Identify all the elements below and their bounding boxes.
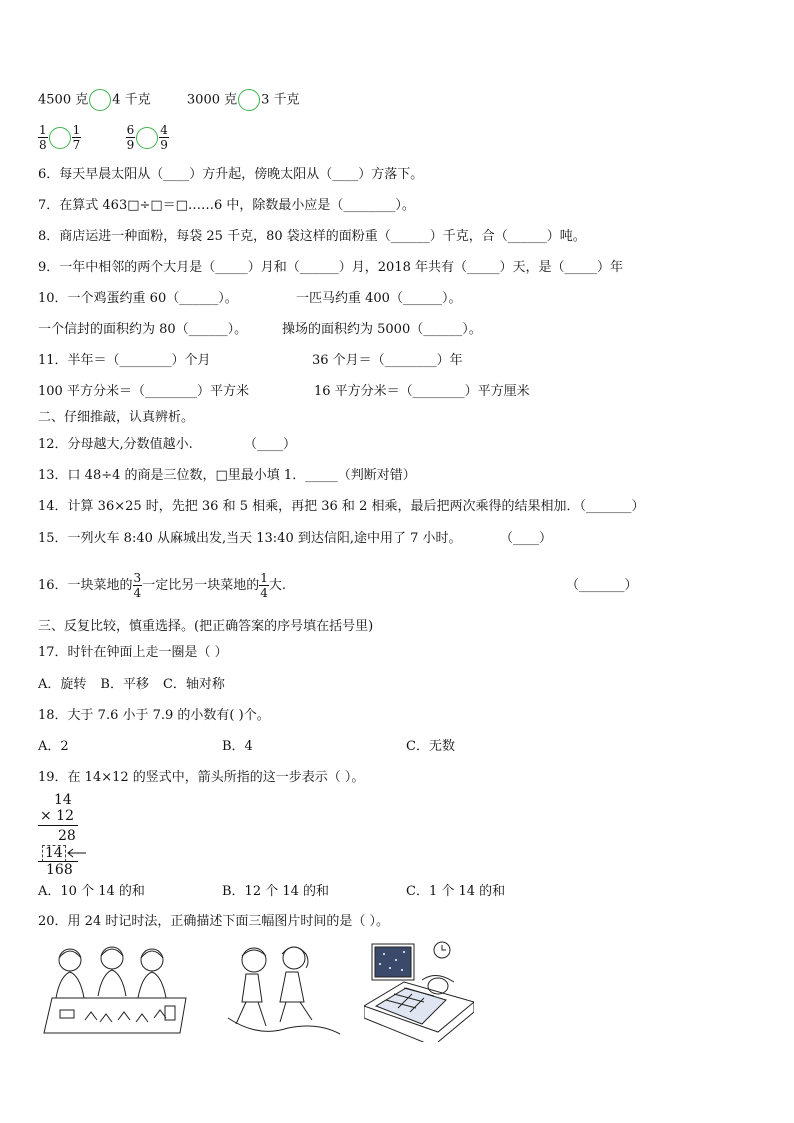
q18-option-a[interactable]: A．2 xyxy=(38,739,69,754)
option-c[interactable]: C．轴对称 xyxy=(162,677,225,692)
question-10d: 操场的面积约为 5000（______）。 xyxy=(282,322,482,337)
section-3-heading: 三、反复比较，慎重选择。(把正确答案的序号填在括号里) xyxy=(38,619,374,634)
compare-row-1 xyxy=(38,89,300,111)
question-6: 6．每天早晨太阳从（____）方升起，傍晚太阳从（____）方落下。 xyxy=(38,167,424,182)
question-8: 8．商店运进一种面粉，每袋 25 千克，80 袋这样的面粉重（______）千克，合（______）吨。 xyxy=(38,229,586,244)
q18-option-c[interactable]: C．无数 xyxy=(406,739,455,754)
question-16-blank[interactable]: （_______） xyxy=(566,578,638,593)
question-10a: 10．一个鸡蛋约重 60（______）。 xyxy=(38,291,238,306)
question-9: 9．一年中相邻的两个大月是（_____）月和（______）月，2018 年共有（_____）天，是（_____）年 xyxy=(38,260,623,275)
q18-option-b[interactable]: B．4 xyxy=(222,739,253,754)
partial-product-1: 28 xyxy=(58,828,76,844)
compare-row-2 xyxy=(38,118,169,158)
question-11b: 36 个月＝（________）年 xyxy=(312,353,463,368)
question-12: 12．分母越大,分数值越小. xyxy=(38,437,193,452)
compare-right-2: 3 千克 xyxy=(261,92,300,108)
question-11a: 11．半年＝（________）个月 xyxy=(38,353,211,368)
question-19: 19．在 14×12 的竖式中，箭头所指的这一步表示（ ）。 xyxy=(38,770,365,785)
children-folding-paper-image xyxy=(40,938,190,1038)
vertical-multiplication xyxy=(36,790,116,878)
q19-option-b[interactable]: B．12 个 14 的和 xyxy=(222,884,330,899)
question-17: 17．时针在钟面上走一圈是（ ） xyxy=(38,645,228,660)
compare-circle-3[interactable] xyxy=(49,127,71,149)
fraction: $\frac{1}{7}$ xyxy=(72,123,81,152)
compare-right-1: 4 千克 xyxy=(112,92,151,108)
section-2-heading: 二、仔细推敲，认真辨析。 xyxy=(38,410,195,425)
question-10b: 一匹马约重 400（______）。 xyxy=(296,291,462,306)
question-15: 15．一列火车 8:40 从麻城出发,当天 13:40 到达信阳,途中用了 7 小时。 xyxy=(38,531,462,546)
question-7: 7．在算式 463□÷□＝□……6 中，除数最小应是（________）。 xyxy=(38,198,415,213)
partial-product-2: 14 xyxy=(45,845,63,861)
q19-option-a[interactable]: A．10 个 14 的和 xyxy=(38,884,145,899)
option-a[interactable]: A．旋转 xyxy=(38,677,87,692)
multiplier: × 12 xyxy=(40,808,74,824)
question-11c: 100 平方分米＝（________）平方米 xyxy=(38,384,249,399)
question-18: 18．大于 7.6 小于 7.9 的小数有( )个。 xyxy=(38,708,270,723)
child-sleeping-image xyxy=(364,938,474,1042)
question-13: 13．口 48÷4 的商是三位数，□里最小填 1．_____（判断对错） xyxy=(38,468,416,483)
fraction: $\frac{6}{9}$ xyxy=(126,123,135,152)
question-12-blank[interactable]: （____） xyxy=(244,437,297,452)
multiplicand: 14 xyxy=(54,792,72,808)
fraction: $\frac{3}{4}$ xyxy=(133,571,142,600)
q19-option-c[interactable]: C．1 个 14 的和 xyxy=(406,884,506,899)
option-b[interactable]: B．平移 xyxy=(100,677,149,692)
compare-circle-1[interactable] xyxy=(89,89,111,111)
question-20: 20．用 24 时记时法，正确描述下面三幅图片时间的是（ ）。 xyxy=(38,914,389,929)
fraction: $\frac{1}{4}$ xyxy=(260,571,268,600)
q16-suffix: 大. xyxy=(268,578,286,593)
question-11d: 16 平方分米＝（________）平方厘米 xyxy=(314,384,530,399)
children-running-image xyxy=(224,938,344,1042)
fraction: $\frac{1}{8}$ xyxy=(39,123,47,152)
arrow-left-icon xyxy=(66,846,88,860)
q16-prefix: 16．一块菜地的 xyxy=(38,578,133,593)
q16-middle: 一定比另一块菜地的 xyxy=(142,578,260,593)
question-17-options xyxy=(38,677,225,693)
rule-line xyxy=(38,825,78,826)
fraction: $\frac{4}{9}$ xyxy=(160,123,168,152)
product-result: 168 xyxy=(46,862,73,878)
compare-circle-2[interactable] xyxy=(238,89,260,111)
compare-left-1: 4500 克 xyxy=(38,92,89,108)
compare-circle-4[interactable] xyxy=(136,127,158,149)
compare-left-2: 3000 克 xyxy=(186,92,238,108)
question-10c: 一个信封的面积约为 80（______）。 xyxy=(38,322,248,337)
question-14: 14．计算 36×25 时，先把 36 和 5 相乘，再把 36 和 2 相乘，最后把两次乘得的结果相加．（_______） xyxy=(38,499,645,514)
question-15-blank[interactable]: （____） xyxy=(500,531,553,546)
question-16 xyxy=(38,566,286,606)
